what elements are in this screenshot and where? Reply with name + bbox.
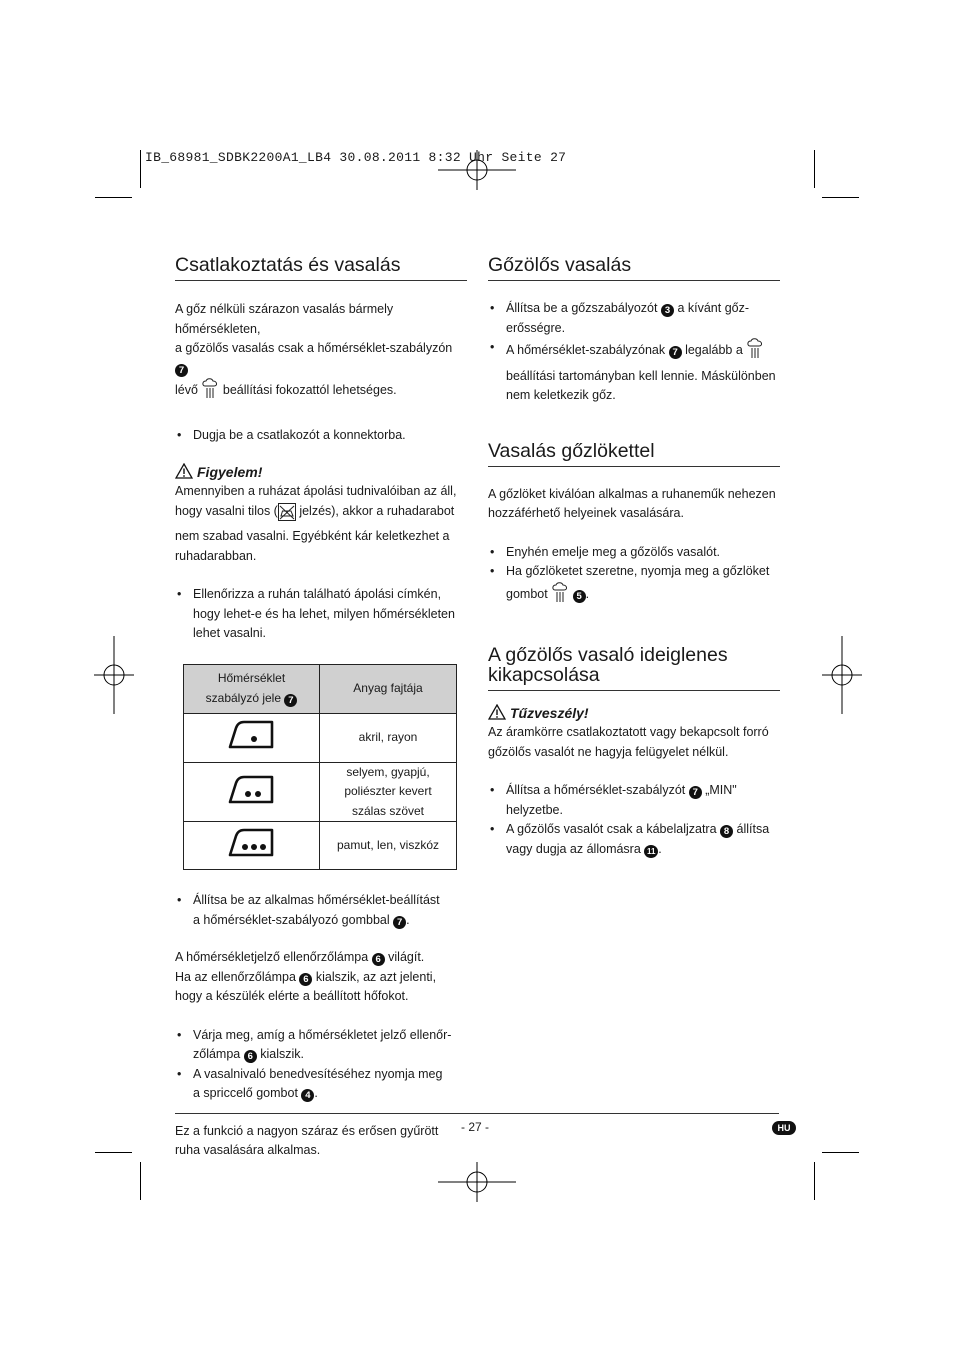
material-cell: akril, rayon [320,713,457,762]
list-item: • Ha gőzlöketet szeretne, nyomja meg a gőzlöket gombot 5 . [488,562,780,610]
plug-list [175,426,467,446]
right-column [488,255,780,859]
check-list [175,585,467,644]
steam-icon [201,378,219,407]
iron-one-dot-icon [184,713,320,762]
warning-triangle-icon [488,704,506,720]
list-item: • A hőmérséklet-szabályzónak 7 legalább a beállítási tartományban kell lennie. Máskülönben nem keletkezik gőz. [488,338,780,406]
warning-heading: Figyelem! [175,462,467,482]
fire-warning-paragraph: Az áramkörre csatlakoztatott vagy bekapcsolt forró gőzölős vasalót ne hagyja felügyelet nélkül. [488,725,769,759]
material-cell: pamut, len, viszkóz [320,822,457,870]
footer-rule [175,1113,779,1114]
warning-triangle-icon [175,463,193,479]
fire-warning-heading: Tűzveszély! [488,703,780,723]
list-item: • Enyhén emelje meg a gőzölős vasalót. [488,543,780,563]
steam-burst-icon [551,582,569,611]
lamp-paragraph: A hőmérsékletjelző ellenőrzőlámpa 6 világít. Ha az ellenőrzőlámpa 6 kialszik, az azt jelenti, hogy a készülék elérte a beállított hőfokot. [175,950,437,1003]
intro-paragraph: A gőz nélküli szárazon vasalás bármely hőmérsékleten, a gőzölős vasalás csak a hőmérséklet-szabályzón 7 lévő beállítási fokozattól lehetséges. [175,300,467,407]
steam-list [488,299,780,406]
off-list [488,781,780,859]
no-ironing-icon [278,503,296,528]
ironing-temperature-table [183,664,457,871]
list-item: • Állítsa be az alkalmas hőmérséklet-beállítást a hőmérséklet-szabályozó gombbal 7 . [175,891,467,930]
list-item: • Dugja be a csatlakozót a konnektorba. [175,426,467,446]
set-temperature-list [175,891,467,930]
table-row [184,822,457,870]
material-cell: selyem, gyapjú, poliészter kevert szálas szövet [320,762,457,822]
burst-list [488,543,780,611]
section-title-burst: Vasalás gőzlökettel [488,441,780,467]
section-title-temporary-off: A gőzölős vasaló ideiglenes kikapcsolása [488,645,780,691]
section-title-steam: Gőzölős vasalás [488,255,780,281]
closing-paragraph: Ez a funkció a nagyon száraz és erősen gyűrött ruha vasalására alkalmas. [175,1123,439,1157]
list-item: • Ellenőrizza a ruhán található ápolási címkén, hogy lehet-e és ha lehet, milyen hőmérsékleten lehet vasalni. [175,585,467,644]
list-item: • Várja meg, amíg a hőmérsékletet jelző ellenőr- zőlámpa 6 kialszik. [175,1026,467,1065]
steam-icon [746,338,764,367]
table-header-material: Anyag fajtája [320,664,457,713]
registration-mark-left [94,636,134,714]
warning-paragraph: Amennyiben a ruházat ápolási tudnivalóiban az áll, hogy vasalni tilos ( jelzés), akkor a ruhadarabot nem szabad vasalni. Egyébként kár keletkezhet a ruhadarabban. [175,484,457,563]
iron-three-dots-icon [184,822,320,870]
table-row [184,713,457,762]
table-header-symbol: Hőmérséklet szabályzó jele 7 [184,664,320,713]
language-badge: HU [772,1121,796,1135]
list-item: • A gőzölős vasalót csak a kábelaljzatra 8 állítsa vagy dugja az állomásra 11 . [488,820,780,859]
list-item: • A vasalnivaló benedvesítéséhez nyomja meg a spriccelő gombot 4 . [175,1065,467,1104]
left-column [175,255,467,1161]
print-header: IB_68981_SDBK2200A1_LB4 30.08.2011 8:32 Uhr Seite 27 [145,150,567,165]
ref-number: 7 [175,364,188,377]
table-row [184,762,457,822]
page-number: - 27 - [460,1120,489,1134]
registration-mark-top [438,150,516,190]
registration-mark-bottom [438,1162,516,1202]
registration-mark-right [822,636,862,714]
list-item: • Állítsa be a gőzszabályozót 3 a kívánt gőz- erősségre. [488,299,780,338]
iron-two-dots-icon [184,762,320,822]
section-title-connect: Csatlakoztatás és vasalás [175,255,467,281]
table-header-row [184,664,457,713]
list-item: • Állítsa a hőmérséklet-szabályzót 7 „MIN" helyzetbe. [488,781,780,820]
burst-paragraph: A gőzlöket kiválóan alkalmas a ruhaneműk nehezen hozzáférhető helyeinek vasalására. [488,486,776,520]
wait-spray-list [175,1026,467,1104]
